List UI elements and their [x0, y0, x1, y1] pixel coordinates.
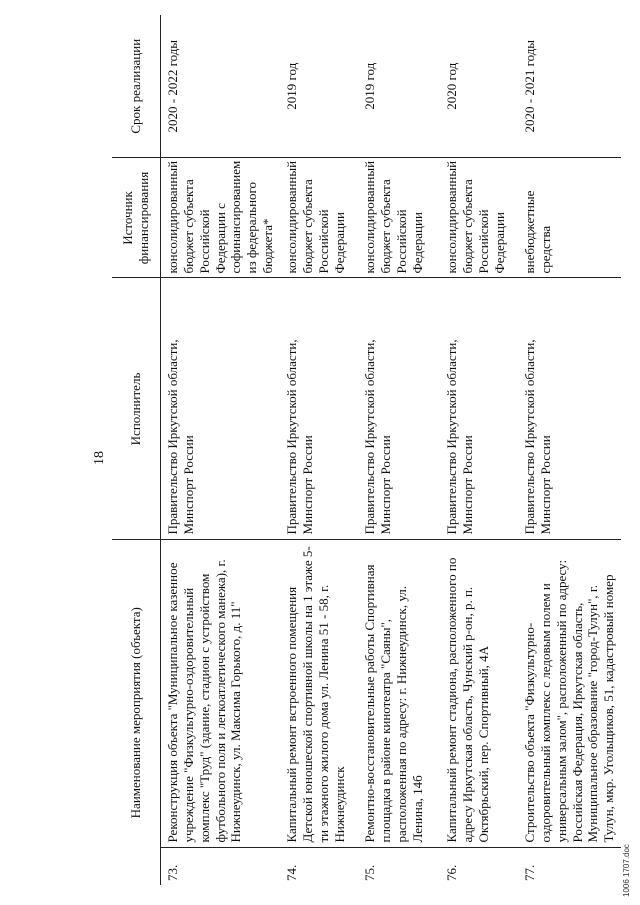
row-executor: Правительство Иркутской области, Минспорт России — [518, 278, 621, 540]
row-number: 77. — [522, 864, 538, 881]
program-measures-table — [112, 15, 621, 885]
row-name: Реконструкция объекта "Муниципальное казенное учреждение "Физкультурно-оздоровительный комплекс "Труд" (здание, стадион с устройством футбольного поля и легкоатлетического манежа), г. Нижнеудинск, ул. Максима Горького, д. 11" — [161, 540, 281, 848]
table-row — [161, 15, 281, 885]
row-name: Капитальный ремонт стадиона, расположенного по адресу Иркутская область, Чунский р-он, р. п. Октябрьский, пер. Спортивный, 4А — [440, 540, 518, 848]
row-executor: Правительство Иркутской области, Минспорт России — [280, 278, 358, 540]
row-source: консолидированный бюджет субъекта Российской Федерации с софинансированием из федерального бюджета* — [161, 158, 281, 278]
row-executor: Правительство Иркутской области, Минспорт России — [358, 278, 440, 540]
row-number: 74. — [284, 864, 300, 881]
row-source: консолидированный бюджет субъекта Российской Федерации — [280, 158, 358, 278]
header-executor: Исполнитель — [112, 278, 161, 540]
row-number: 75. — [362, 864, 378, 881]
table-row — [440, 15, 518, 885]
table-row — [518, 15, 621, 885]
document-file-id: 1006 1707.doc — [622, 844, 631, 897]
row-term: 2020 год — [440, 15, 518, 158]
row-term: 2019 год — [280, 15, 358, 158]
row-term: 2019 год — [358, 15, 440, 158]
row-name: Капитальный ремонт встроенного помещения Детской юношеской спортивной школы на 1 этаже 5-ти этажного жилого дома ул. Ленина 51 - 58, г. Нижнеудинск — [280, 540, 358, 848]
header-source: Источник финансирования — [112, 158, 161, 278]
row-executor: Правительство Иркутской области, Минспорт России — [161, 278, 281, 540]
row-number: 73. — [165, 864, 180, 881]
row-name: Ремонтно-восстановительные работы Спортивная площадка в районе кинотеатра "Саяны", расположенная по адресу: г. Нижнеудинск, ул. Ленина, 14б — [358, 540, 440, 848]
table-header-row — [112, 15, 161, 885]
row-source: внебюджетные средства — [518, 158, 621, 278]
row-source: консолидированный бюджет субъекта Российской Федерации — [440, 158, 518, 278]
header-name: Наименование мероприятия (объекта) — [112, 540, 161, 885]
row-term: 2020 - 2022 годы — [161, 15, 281, 158]
row-number: 76. — [444, 864, 460, 881]
row-source: консолидированный бюджет субъекта Российской Федерации — [358, 158, 440, 278]
row-name: Строительство объекта "Физкультурно-оздоровительный комплекс с ледовым полем и универсальным залом", расположенный по адресу: Российская Федерация, Иркутская область, Муниципальное образование "город-Тулун", г. Тулун, мкр. Угольщиков, 51, кадастровый номер — [518, 540, 621, 848]
row-term: 2020 - 2021 годы — [518, 15, 621, 158]
page-number: 18 — [92, 451, 107, 465]
header-term: Срок реализации — [112, 15, 161, 158]
table-row — [280, 15, 358, 885]
row-executor: Правительство Иркутской области, Минспорт России — [440, 278, 518, 540]
table-row — [358, 15, 440, 885]
